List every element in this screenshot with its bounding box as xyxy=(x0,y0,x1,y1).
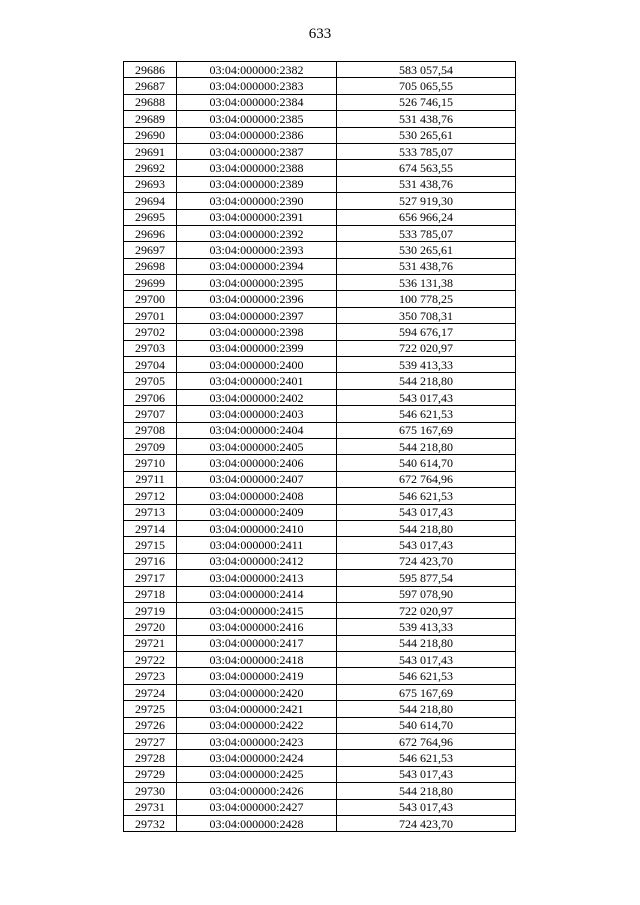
table-row xyxy=(124,176,516,192)
row-number-cell: 29704 xyxy=(124,357,177,373)
row-number-cell: 29690 xyxy=(124,127,177,143)
value-cell: 544 218,80 xyxy=(337,783,516,799)
cadastral-number-cell: 03:04:000000:2396 xyxy=(177,291,337,307)
row-number-cell: 29701 xyxy=(124,307,177,323)
data-table xyxy=(123,61,516,832)
table-row xyxy=(124,619,516,635)
cadastral-number-cell: 03:04:000000:2418 xyxy=(177,652,337,668)
table-row xyxy=(124,553,516,569)
table-row xyxy=(124,78,516,94)
row-number-cell: 29687 xyxy=(124,78,177,94)
cadastral-number-cell: 03:04:000000:2392 xyxy=(177,225,337,241)
table-row xyxy=(124,586,516,602)
row-number-cell: 29720 xyxy=(124,619,177,635)
row-number-cell: 29700 xyxy=(124,291,177,307)
row-number-cell: 29691 xyxy=(124,143,177,159)
table-row xyxy=(124,357,516,373)
table-row xyxy=(124,815,516,831)
table-row xyxy=(124,734,516,750)
table-row xyxy=(124,307,516,323)
row-number-cell: 29732 xyxy=(124,815,177,831)
row-number-cell: 29703 xyxy=(124,340,177,356)
cadastral-number-cell: 03:04:000000:2385 xyxy=(177,111,337,127)
value-cell: 724 423,70 xyxy=(337,815,516,831)
cadastral-number-cell: 03:04:000000:2400 xyxy=(177,357,337,373)
row-number-cell: 29717 xyxy=(124,570,177,586)
row-number-cell: 29716 xyxy=(124,553,177,569)
cadastral-number-cell: 03:04:000000:2401 xyxy=(177,373,337,389)
cadastral-number-cell: 03:04:000000:2390 xyxy=(177,193,337,209)
cadastral-number-cell: 03:04:000000:2419 xyxy=(177,668,337,684)
table-row xyxy=(124,94,516,110)
cadastral-number-cell: 03:04:000000:2408 xyxy=(177,488,337,504)
value-cell: 543 017,43 xyxy=(337,389,516,405)
cadastral-number-cell: 03:04:000000:2394 xyxy=(177,258,337,274)
table-row xyxy=(124,668,516,684)
table-row xyxy=(124,258,516,274)
row-number-cell: 29722 xyxy=(124,652,177,668)
cadastral-number-cell: 03:04:000000:2384 xyxy=(177,94,337,110)
row-number-cell: 29718 xyxy=(124,586,177,602)
table-row xyxy=(124,242,516,258)
value-cell: 539 413,33 xyxy=(337,619,516,635)
value-cell: 544 218,80 xyxy=(337,373,516,389)
row-number-cell: 29712 xyxy=(124,488,177,504)
row-number-cell: 29697 xyxy=(124,242,177,258)
value-cell: 543 017,43 xyxy=(337,652,516,668)
table-row xyxy=(124,701,516,717)
table-row xyxy=(124,504,516,520)
row-number-cell: 29713 xyxy=(124,504,177,520)
table-row xyxy=(124,750,516,766)
table-row xyxy=(124,570,516,586)
cadastral-number-cell: 03:04:000000:2389 xyxy=(177,176,337,192)
value-cell: 724 423,70 xyxy=(337,553,516,569)
cadastral-number-cell: 03:04:000000:2403 xyxy=(177,406,337,422)
table-row xyxy=(124,684,516,700)
cadastral-number-cell: 03:04:000000:2407 xyxy=(177,471,337,487)
table-row xyxy=(124,160,516,176)
value-cell: 656 966,24 xyxy=(337,209,516,225)
row-number-cell: 29696 xyxy=(124,225,177,241)
row-number-cell: 29702 xyxy=(124,324,177,340)
table-row xyxy=(124,602,516,618)
value-cell: 530 265,61 xyxy=(337,127,516,143)
table-row xyxy=(124,209,516,225)
value-cell: 539 413,33 xyxy=(337,357,516,373)
cadastral-number-cell: 03:04:000000:2410 xyxy=(177,520,337,536)
table-row xyxy=(124,324,516,340)
row-number-cell: 29709 xyxy=(124,438,177,454)
row-number-cell: 29711 xyxy=(124,471,177,487)
cadastral-number-cell: 03:04:000000:2409 xyxy=(177,504,337,520)
cadastral-number-cell: 03:04:000000:2421 xyxy=(177,701,337,717)
value-cell: 526 746,15 xyxy=(337,94,516,110)
cadastral-number-cell: 03:04:000000:2404 xyxy=(177,422,337,438)
value-cell: 540 614,70 xyxy=(337,455,516,471)
row-number-cell: 29705 xyxy=(124,373,177,389)
table-row xyxy=(124,717,516,733)
table-row xyxy=(124,783,516,799)
cadastral-number-cell: 03:04:000000:2414 xyxy=(177,586,337,602)
value-cell: 536 131,38 xyxy=(337,275,516,291)
cadastral-number-cell: 03:04:000000:2386 xyxy=(177,127,337,143)
value-cell: 546 621,53 xyxy=(337,668,516,684)
table-row xyxy=(124,143,516,159)
value-cell: 597 078,90 xyxy=(337,586,516,602)
row-number-cell: 29724 xyxy=(124,684,177,700)
value-cell: 543 017,43 xyxy=(337,537,516,553)
value-cell: 546 621,53 xyxy=(337,488,516,504)
value-cell: 533 785,07 xyxy=(337,143,516,159)
table-row xyxy=(124,471,516,487)
cadastral-number-cell: 03:04:000000:2411 xyxy=(177,537,337,553)
value-cell: 675 167,69 xyxy=(337,422,516,438)
value-cell: 675 167,69 xyxy=(337,684,516,700)
cadastral-number-cell: 03:04:000000:2399 xyxy=(177,340,337,356)
cadastral-number-cell: 03:04:000000:2395 xyxy=(177,275,337,291)
row-number-cell: 29728 xyxy=(124,750,177,766)
cadastral-number-cell: 03:04:000000:2424 xyxy=(177,750,337,766)
value-cell: 544 218,80 xyxy=(337,438,516,454)
row-number-cell: 29694 xyxy=(124,193,177,209)
row-number-cell: 29710 xyxy=(124,455,177,471)
cadastral-number-cell: 03:04:000000:2426 xyxy=(177,783,337,799)
value-cell: 546 621,53 xyxy=(337,406,516,422)
cadastral-number-cell: 03:04:000000:2416 xyxy=(177,619,337,635)
row-number-cell: 29689 xyxy=(124,111,177,127)
value-cell: 583 057,54 xyxy=(337,62,516,78)
row-number-cell: 29688 xyxy=(124,94,177,110)
row-number-cell: 29726 xyxy=(124,717,177,733)
cadastral-number-cell: 03:04:000000:2391 xyxy=(177,209,337,225)
cadastral-number-cell: 03:04:000000:2425 xyxy=(177,766,337,782)
cadastral-number-cell: 03:04:000000:2422 xyxy=(177,717,337,733)
value-cell: 531 438,76 xyxy=(337,111,516,127)
cadastral-number-cell: 03:04:000000:2428 xyxy=(177,815,337,831)
table-row xyxy=(124,537,516,553)
row-number-cell: 29725 xyxy=(124,701,177,717)
table-row xyxy=(124,389,516,405)
row-number-cell: 29695 xyxy=(124,209,177,225)
cadastral-number-cell: 03:04:000000:2398 xyxy=(177,324,337,340)
table-row xyxy=(124,127,516,143)
table-row xyxy=(124,406,516,422)
value-cell: 594 676,17 xyxy=(337,324,516,340)
value-cell: 540 614,70 xyxy=(337,717,516,733)
cadastral-number-cell: 03:04:000000:2383 xyxy=(177,78,337,94)
page-number: 633 xyxy=(308,26,332,42)
table-row xyxy=(124,766,516,782)
value-cell: 531 438,76 xyxy=(337,176,516,192)
table-row xyxy=(124,455,516,471)
table-row xyxy=(124,652,516,668)
row-number-cell: 29715 xyxy=(124,537,177,553)
table-row xyxy=(124,193,516,209)
cadastral-number-cell: 03:04:000000:2406 xyxy=(177,455,337,471)
row-number-cell: 29693 xyxy=(124,176,177,192)
cadastral-number-cell: 03:04:000000:2413 xyxy=(177,570,337,586)
value-cell: 543 017,43 xyxy=(337,504,516,520)
value-cell: 544 218,80 xyxy=(337,701,516,717)
value-cell: 530 265,61 xyxy=(337,242,516,258)
cadastral-number-cell: 03:04:000000:2415 xyxy=(177,602,337,618)
cadastral-number-cell: 03:04:000000:2402 xyxy=(177,389,337,405)
row-number-cell: 29729 xyxy=(124,766,177,782)
value-cell: 543 017,43 xyxy=(337,766,516,782)
cadastral-number-cell: 03:04:000000:2388 xyxy=(177,160,337,176)
row-number-cell: 29723 xyxy=(124,668,177,684)
row-number-cell: 29707 xyxy=(124,406,177,422)
table-row xyxy=(124,488,516,504)
row-number-cell: 29714 xyxy=(124,520,177,536)
value-cell: 543 017,43 xyxy=(337,799,516,815)
table-row xyxy=(124,520,516,536)
table-row xyxy=(124,275,516,291)
value-cell: 544 218,80 xyxy=(337,635,516,651)
row-number-cell: 29731 xyxy=(124,799,177,815)
value-cell: 100 778,25 xyxy=(337,291,516,307)
value-cell: 672 764,96 xyxy=(337,471,516,487)
row-number-cell: 29719 xyxy=(124,602,177,618)
row-number-cell: 29706 xyxy=(124,389,177,405)
value-cell: 527 919,30 xyxy=(337,193,516,209)
value-cell: 544 218,80 xyxy=(337,520,516,536)
table-row xyxy=(124,111,516,127)
value-cell: 531 438,76 xyxy=(337,258,516,274)
cadastral-number-cell: 03:04:000000:2417 xyxy=(177,635,337,651)
value-cell: 672 764,96 xyxy=(337,734,516,750)
table-row xyxy=(124,291,516,307)
value-cell: 350 708,31 xyxy=(337,307,516,323)
cadastral-number-cell: 03:04:000000:2382 xyxy=(177,62,337,78)
cadastral-number-cell: 03:04:000000:2397 xyxy=(177,307,337,323)
cadastral-number-cell: 03:04:000000:2412 xyxy=(177,553,337,569)
cadastral-number-cell: 03:04:000000:2427 xyxy=(177,799,337,815)
row-number-cell: 29686 xyxy=(124,62,177,78)
value-cell: 595 877,54 xyxy=(337,570,516,586)
row-number-cell: 29727 xyxy=(124,734,177,750)
row-number-cell: 29730 xyxy=(124,783,177,799)
cadastral-number-cell: 03:04:000000:2423 xyxy=(177,734,337,750)
value-cell: 674 563,55 xyxy=(337,160,516,176)
table-row xyxy=(124,373,516,389)
value-cell: 533 785,07 xyxy=(337,225,516,241)
row-number-cell: 29699 xyxy=(124,275,177,291)
table-row xyxy=(124,340,516,356)
table-row xyxy=(124,62,516,78)
table-body xyxy=(124,62,516,832)
table-row xyxy=(124,635,516,651)
value-cell: 546 621,53 xyxy=(337,750,516,766)
value-cell: 705 065,55 xyxy=(337,78,516,94)
cadastral-number-cell: 03:04:000000:2393 xyxy=(177,242,337,258)
cadastral-number-cell: 03:04:000000:2405 xyxy=(177,438,337,454)
table-row xyxy=(124,225,516,241)
row-number-cell: 29692 xyxy=(124,160,177,176)
row-number-cell: 29708 xyxy=(124,422,177,438)
table-row xyxy=(124,438,516,454)
table-row xyxy=(124,422,516,438)
row-number-cell: 29721 xyxy=(124,635,177,651)
value-cell: 722 020,97 xyxy=(337,602,516,618)
table-row xyxy=(124,799,516,815)
cadastral-number-cell: 03:04:000000:2420 xyxy=(177,684,337,700)
cadastral-number-cell: 03:04:000000:2387 xyxy=(177,143,337,159)
row-number-cell: 29698 xyxy=(124,258,177,274)
value-cell: 722 020,97 xyxy=(337,340,516,356)
